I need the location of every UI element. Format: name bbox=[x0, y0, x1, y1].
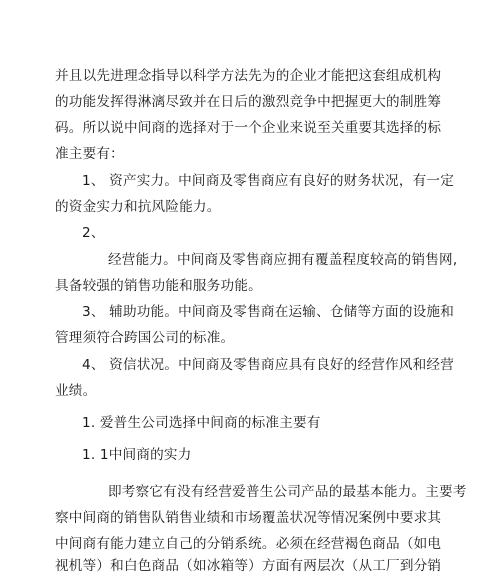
text-line-1: 并且以先进理念指导以科学方法先为的企业才能把这套组成机构 bbox=[55, 68, 442, 84]
text-line-3: 码。所以说中间商的选择对于一个企业来说至关重要其选择的标 bbox=[55, 120, 442, 136]
text-line-2: 的功能发挥得淋漓尽致并在日后的激烈竞争中把握更大的制胜筹 bbox=[55, 94, 442, 110]
paragraph-line-4: 视机等）和白色商品（如冰箱等）方面有两层次（从工厂到分销 bbox=[55, 558, 442, 574]
text-line-11: 管理须符合跨国公司的标准。 bbox=[55, 330, 235, 346]
list-item-1: 1、 资产实力。中间商及零售商应有良好的财务状况，有一定 bbox=[82, 173, 455, 189]
list-item-3: 3、 辅助功能。中间商及零售商在运输、仓储等方面的设施和 bbox=[82, 304, 455, 320]
section-heading: 1. 爱普生公司选择中间商的标准主要有 bbox=[82, 415, 321, 431]
list-item-2: 经营能力。中间商及零售商应拥有覆盖程度较高的销售网, bbox=[108, 252, 458, 268]
text-line-6: 的资金实力和抗风险能力。 bbox=[55, 199, 221, 215]
paragraph-line-1: 即考察它有没有经营爱普生公司产品的最基本能力。主要考 bbox=[108, 484, 467, 500]
text-line-9: 具备较强的销售功能和服务功能。 bbox=[55, 278, 262, 294]
subsection-heading: 1. 1中间商的实力 bbox=[82, 447, 192, 463]
paragraph-line-3: 中间商有能力建立自己的分销系统。必须在经营褐色商品（如电 bbox=[55, 536, 442, 552]
paragraph-line-2: 察中间商的销售队销售业绩和市场覆盖状况等情况案例中要求其 bbox=[55, 510, 442, 526]
text-line-13: 业绩。 bbox=[55, 383, 97, 399]
list-item-2-number: 2、 bbox=[82, 225, 105, 241]
list-item-4: 4、 资信状况。中间商及零售商应具有良好的经营作风和经营 bbox=[82, 357, 455, 373]
text-line-4: 准主要有： bbox=[55, 146, 124, 162]
